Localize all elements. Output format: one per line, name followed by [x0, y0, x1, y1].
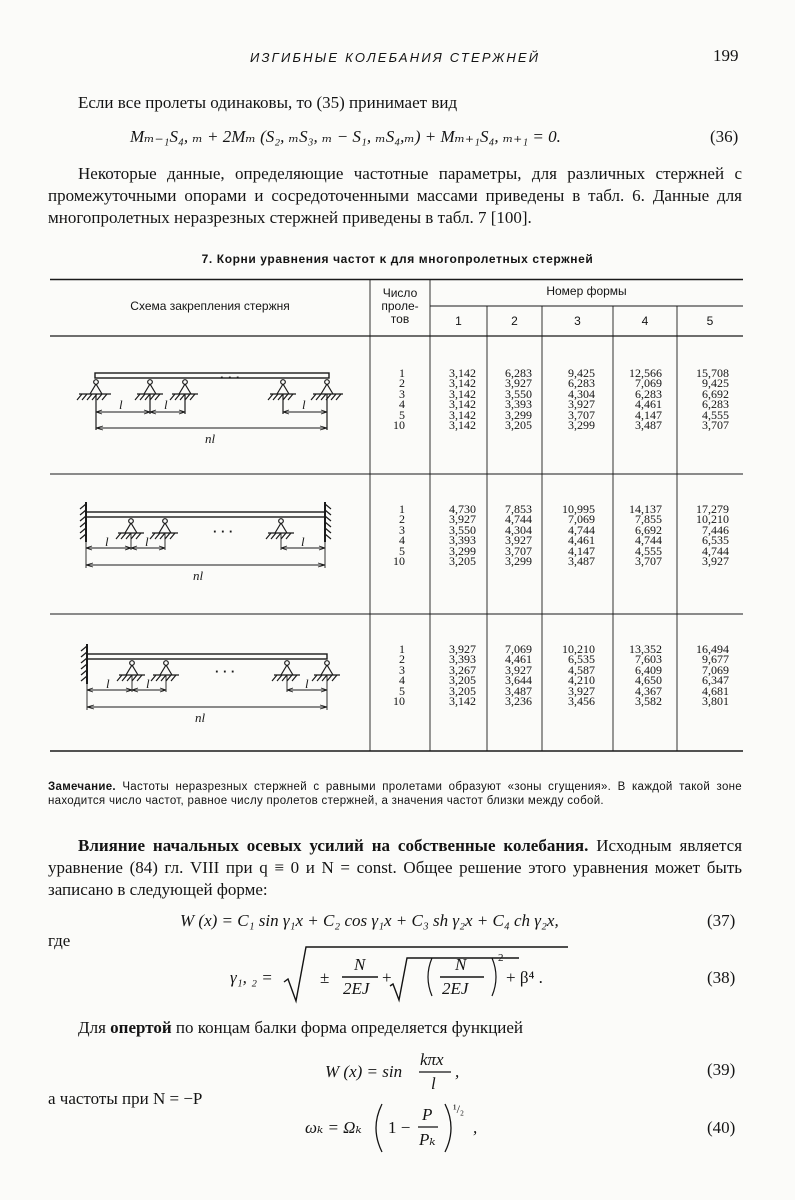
- scheme-pinned-diagram: [65, 358, 365, 448]
- section-paragraph: [48, 835, 742, 901]
- running-title: ИЗГИБНЫЕ КОЛЕБАНИЯ СТЕРЖНЕЙ: [250, 50, 541, 65]
- spans-column: 1 2 3 4 5 10: [393, 642, 405, 708]
- total-length-label: nl: [193, 568, 204, 583]
- total-length-label: nl: [195, 710, 206, 725]
- pin-support: [150, 519, 178, 539]
- equation-36-number: (36): [710, 127, 739, 146]
- pin-support: [116, 519, 144, 539]
- intro-line: Если все пролеты одинаковы, то (35) принимает вид: [78, 93, 458, 112]
- ellipsis: · · ·: [215, 664, 236, 679]
- eq40-lhs: ωₖ = Ωₖ: [305, 1118, 362, 1137]
- eq39-lhs: W (x) = sin: [325, 1062, 403, 1081]
- equation-40: [305, 1100, 505, 1164]
- span-label: l: [106, 676, 110, 691]
- span-label: l: [145, 534, 149, 549]
- span-label: l: [301, 534, 305, 549]
- mode-4-column: 12,566 7,069 6,283 4,461 4,147 3,487: [629, 366, 662, 432]
- eq38-numerator: N: [354, 955, 366, 974]
- span-label: l: [119, 397, 123, 412]
- eq38-pm: ±: [320, 968, 330, 987]
- equation-38: [230, 944, 590, 1008]
- eq40-exponent: ¹/₂: [453, 1102, 465, 1116]
- mode-4-column: 14,137 7,855 6,692 4,744 4,555 3,707: [629, 502, 662, 568]
- header-mode-3: 3: [574, 314, 581, 328]
- eq38-inner-numerator: N: [455, 955, 467, 974]
- mode-1-column: 3,927 3,393 3,267 3,205 3,205 3,142: [449, 642, 476, 708]
- eq40-comma: ,: [473, 1118, 478, 1137]
- pin-support: [170, 380, 198, 414]
- equation-40-number: (40): [707, 1118, 736, 1137]
- mode-2-column: 7,069 4,461 3,927 3,644 3,487 3,236: [505, 642, 532, 708]
- eq38-lhs: γ₁, ₂ =: [230, 968, 273, 987]
- eq38-inner-denominator: 2EJ: [442, 979, 469, 998]
- page-number: 199: [713, 46, 739, 65]
- mode-1-column: 3,142 3,142 3,142 3,142 3,142 3,142: [449, 366, 476, 432]
- table-note: [48, 780, 742, 808]
- table-caption: 7. Корни уравнения частот κ для многопролетных стержней: [201, 252, 594, 266]
- header-mode-group: Номер формы: [546, 284, 627, 298]
- mode-1-column: 4,730 3,927 3,550 3,393 3,299 3,205: [449, 502, 476, 568]
- header-spans: Число проле- тов: [381, 286, 419, 326]
- spans-column: 1 2 3 4 5 10: [393, 366, 405, 432]
- mode-3-column: 10,210 6,535 4,587 4,210 3,927 3,456: [562, 642, 595, 708]
- scheme-clamped-pinned-diagram: [65, 636, 365, 726]
- equation-36: Mₘ₋₁S₄, ₘ + 2Mₘ (S₂, ₘS₃, ₘ − S₁, ₘS₄,ₘ) + Mₘ₊₁S₄, ₘ₊₁ = 0.: [130, 127, 561, 146]
- spans-column: 1 2 3 4 5 10: [393, 502, 405, 568]
- pinned-word: опертой: [110, 1018, 172, 1037]
- eq38-square: 2: [498, 952, 504, 964]
- span-label: l: [105, 534, 109, 549]
- eq39-numerator: kπx: [420, 1050, 444, 1069]
- where-label: где: [48, 931, 71, 950]
- ellipsis: · · ·: [213, 524, 234, 539]
- span-label: l: [164, 397, 168, 412]
- equation-39-number: (39): [707, 1060, 736, 1079]
- eq39-comma: ,: [455, 1062, 460, 1081]
- header-mode-2: 2: [511, 314, 518, 328]
- equation-37: W (x) = C₁ sin γ₁x + C₂ cos γ₁x + C₃ sh γ₂x + C₄ ch γ₂x,: [180, 911, 559, 930]
- span-label: l: [302, 397, 306, 412]
- section-text: Исходным является уравнение (84) гл. VIII при q ≡ 0 и N = const. Общее решение этого уравнения может быть записано в следующей форме:: [48, 836, 743, 899]
- header-scheme: Схема закрепления стержня: [130, 299, 290, 313]
- eq40-denominator: Pₖ: [419, 1130, 436, 1149]
- pin-support: [135, 380, 163, 414]
- eq39-denominator: l: [431, 1074, 436, 1093]
- mode-5-column: 15,708 9,425 6,692 6,283 4,555 3,707: [696, 366, 729, 432]
- ellipsis: · · ·: [220, 370, 241, 385]
- pin-support: [272, 661, 300, 681]
- header-mode-5: 5: [706, 314, 714, 328]
- mode-4-column: 13,352 7,603 6,409 4,650 4,367 3,582: [629, 642, 662, 708]
- frequency-line: а частоты при N = −P: [48, 1089, 203, 1108]
- note-text: Частоты неразрезных стержней с равными пролетами образуют «зоны сгущения». В каждой такой зоне находится число частот, равное числу пролетов стержней, а значения частот близки между собой.: [48, 781, 742, 807]
- section-heading: Влияние начальных осевых усилий на собственные колебания.: [78, 836, 589, 855]
- span-label: l: [305, 676, 309, 691]
- mode-3-column: 10,995 7,069 4,744 4,461 4,147 3,487: [562, 502, 595, 568]
- equation-37-number: (37): [707, 911, 736, 930]
- pin-support: [151, 661, 179, 681]
- pin-support: [117, 661, 145, 681]
- mode-2-column: 6,283 3,927 3,550 3,393 3,299 3,205: [505, 366, 532, 432]
- pinned-beam-line: Для опертой по концам балки форма определяется функцией: [78, 1018, 524, 1037]
- intro-paragraph: Некоторые данные, определяющие частотные параметры, для различных стержней с промежуточными опорами и сосредоточенными массами приведены в табл. 6. Данные для многопролетных неразрезных стержней приведены в табл. 7 [100].: [48, 164, 742, 227]
- span-label: l: [146, 676, 150, 691]
- pin-support: [311, 380, 343, 430]
- eq40-one-minus: 1 −: [388, 1118, 411, 1137]
- pin-support: [77, 380, 111, 430]
- mode-2-column: 7,853 4,744 4,304 3,927 3,707 3,299: [505, 502, 532, 568]
- mode-3-column: 9,425 6,283 4,304 3,927 3,707 3,299: [568, 366, 595, 432]
- eq38-beta: + β⁴ .: [506, 968, 543, 987]
- mode-5-column: 17,279 10,210 7,446 6,535 4,744 3,927: [696, 502, 729, 568]
- note-label: Замечание.: [48, 781, 116, 793]
- eq38-plus: +: [382, 968, 392, 987]
- pin-support: [312, 661, 340, 681]
- eq38-denominator: 2EJ: [343, 979, 370, 998]
- eq40-numerator: P: [422, 1105, 433, 1124]
- scheme-clamped-diagram: [65, 496, 365, 586]
- pin-support: [266, 519, 294, 539]
- header-mode-1: 1: [455, 314, 462, 328]
- equation-39: [325, 1048, 485, 1100]
- mode-5-column: 16,494 9,677 7,069 6,347 4,681 3,801: [696, 642, 729, 708]
- pin-support: [268, 380, 296, 414]
- roots-table: [50, 278, 743, 753]
- header-mode-4: 4: [641, 314, 649, 328]
- equation-38-number: (38): [707, 968, 736, 987]
- total-length-label: nl: [205, 431, 216, 446]
